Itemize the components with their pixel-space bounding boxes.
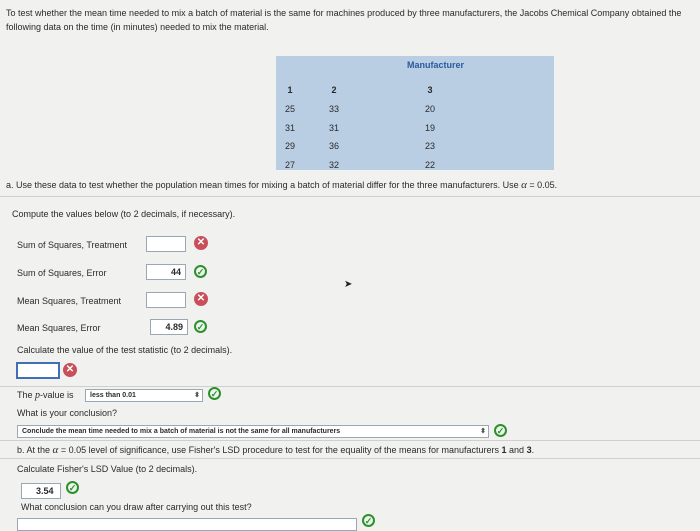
lsd-label: Calculate Fisher's LSD Value (to 2 decimals). [17,464,198,474]
data-table [276,56,554,170]
correct-icon: ✓ [66,481,79,494]
chevron-updown-icon: ⬍ [194,392,200,399]
table-col-header: 1 [287,85,293,95]
mst-label: Mean Squares, Treatment [17,296,122,306]
sst-label: Sum of Squares, Treatment [17,240,128,250]
table-cell: 31 [328,123,339,133]
correct-icon: ✓ [194,265,207,278]
correct-icon: ✓ [494,424,507,437]
incorrect-icon: ✕ [194,236,208,250]
divider [0,196,700,197]
lsd-conclusion-question: What conclusion can you draw after carrying out this test? [21,502,252,512]
table-cell: 27 [284,160,295,170]
incorrect-icon: ✕ [194,292,208,306]
divider [0,386,700,387]
test-stat-input[interactable] [16,362,60,379]
table-title: Manufacturer [406,60,464,70]
sse-label: Sum of Squares, Error [17,268,107,278]
chevron-updown-icon: ⬍ [480,428,486,435]
table-cell: 31 [284,123,295,133]
table-cell: 32 [328,160,339,170]
divider [0,440,700,441]
conclusion-select[interactable]: Conclude the mean time needed to mix a batch of material is not the same for all manufacturers ⬍ [17,425,489,438]
table-cell: 23 [424,141,435,151]
table-cell: 22 [424,160,435,170]
lsd-conclusion-select[interactable] [17,518,357,531]
pvalue-label: The p-value is [17,390,74,401]
table-cell: 19 [424,123,435,133]
part-a-prompt: a. Use these data to test whether the population mean times for mixing a batch of material differ for the three manufacturers. Use α = 0.05. [6,179,558,191]
table-cell: 25 [284,104,295,114]
sst-input[interactable] [146,236,186,252]
part-b-prompt: b. At the α = 0.05 level of significance, use Fisher's LSD procedure to test for the equality of the means for manufacturers 1 and 3. [17,444,535,456]
pvalue-select[interactable]: less than 0.01 ⬍ [85,389,203,402]
incorrect-icon: ✕ [63,363,77,377]
conclusion-question: What is your conclusion? [17,408,118,418]
table-cell: 29 [284,141,295,151]
table-col-header: 3 [427,85,433,95]
correct-icon: ✓ [194,320,207,333]
table-cell: 36 [328,141,339,151]
compute-instruction: Compute the values below (to 2 decimals, if necessary). [12,209,236,219]
sse-input[interactable]: 44 [146,264,186,280]
intro-text: To test whether the mean time needed to mix a batch of material is the same for machines produced by three manufacturers, the Jacobs Chemical Company obtained the following data on the time (in minutes) needed to mix the material. [6,8,682,32]
correct-icon: ✓ [362,514,375,527]
table-cell: 33 [328,104,339,114]
test-stat-label: Calculate the value of the test statistic (to 2 decimals). [17,345,233,355]
lsd-input[interactable]: 3.54 [21,483,61,499]
mse-label: Mean Squares, Error [17,323,101,333]
cursor-arrow-icon: ➤ [344,279,353,290]
mse-input[interactable]: 4.89 [150,319,188,335]
table-cell: 20 [424,104,435,114]
mst-input[interactable] [146,292,186,308]
correct-icon: ✓ [208,387,221,400]
divider [0,458,700,459]
table-col-header: 2 [331,85,337,95]
